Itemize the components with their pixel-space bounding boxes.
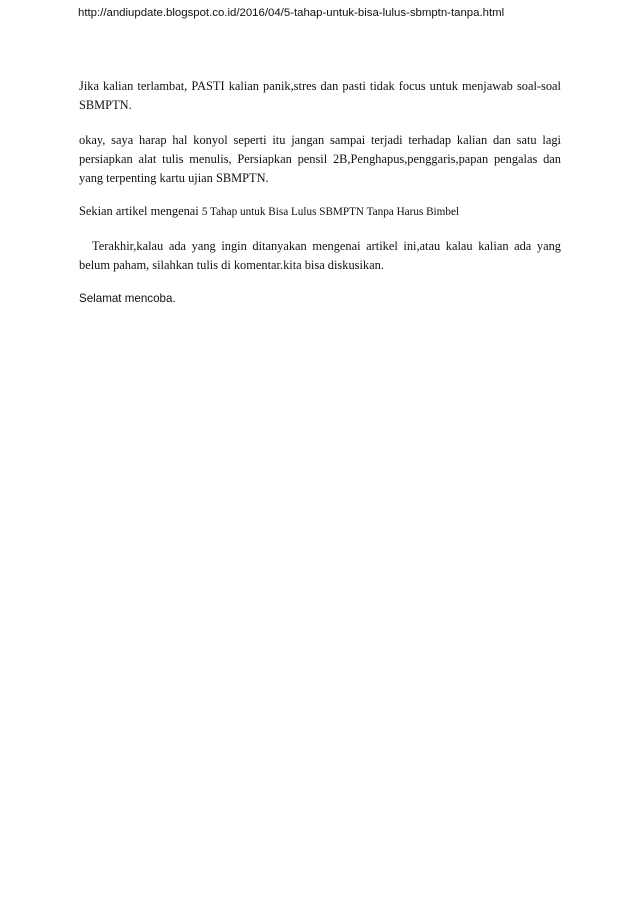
summary-prefix: Sekian artikel mengenai: [79, 204, 202, 218]
page-url-header: http://andiupdate.blogspot.co.id/2016/04/5-tahap-untuk-bisa-lulus-sbmptn-tanpa.html: [78, 7, 505, 19]
paragraph-comments-invite: Terakhir,kalau ada yang ingin ditanyakan mengenai artikel ini,atau kalau kalian ada yang belum paham, silahkan tulis di komentar.kita bisa diskusikan.: [79, 239, 561, 272]
paragraph-preparation: okay, saya harap hal konyol seperti itu jangan sampai terjadi terhadap kalian dan satu lagi persiapkan alat tulis menulis, Persiapkan pensil 2B,Penghapus,penggaris,papan pengalas dan yang terpenting kartu ujian SBMPTN.: [79, 133, 561, 185]
article-body: [79, 77, 561, 307]
closing-line: Selamat mencoba.: [79, 292, 176, 305]
paragraph-article-summary: [79, 202, 561, 222]
paragraph-late-warning: Jika kalian terlambat, PASTI kalian panik,stres dan pasti tidak focus untuk menjawab soal-soal SBMPTN.: [79, 79, 561, 112]
article-title-reference: 5 Tahap untuk Bisa Lulus SBMPTN Tanpa Harus Bimbel: [201, 206, 460, 218]
